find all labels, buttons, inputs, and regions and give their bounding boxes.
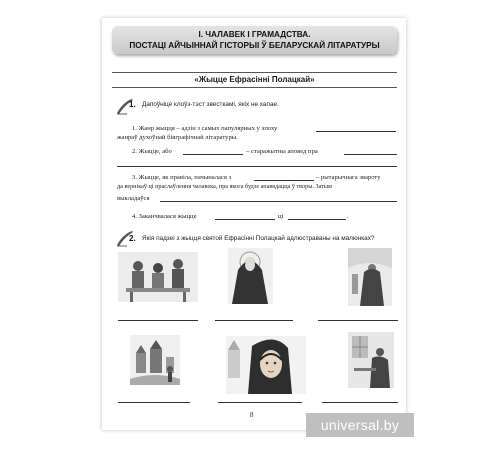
veiled-woman-icon: [226, 336, 306, 394]
blank-1[interactable]: [316, 131, 396, 132]
task2-number: 2.: [129, 234, 136, 243]
item1-line-a: 1. Жанр жыцця – адзін з самых папулярных у эпоху: [132, 125, 278, 132]
section-header-line2: ПОСТАЦІ АЙЧЫННАЙ ГІСТОРЫІ Ў БЕЛАРУСКАЙ ЛІТАРАТУРЫ: [129, 41, 380, 50]
item4-line-b: ці: [278, 213, 284, 220]
task1-number: 1.: [129, 100, 136, 109]
answer-line-5[interactable]: [218, 402, 302, 403]
answer-line-2[interactable]: [215, 320, 293, 321]
reading-scene-icon: [118, 252, 198, 302]
page-number: 8: [250, 411, 254, 419]
section-header: [112, 26, 397, 54]
item3-line-a: 3. Жыцце, як правіла, пачыналася з: [132, 174, 232, 181]
praying-nun-icon: [348, 248, 392, 306]
task1-instruction: Дапоўніце клоўз-тэст звесткамі, якіх не хапае.: [142, 101, 279, 108]
writing-monk-icon: [348, 332, 394, 388]
story-title: «Жыцце Ефрасінні Полацкай»: [112, 72, 397, 88]
item3-line-c: да вернікаў ці праслаўлення чалавека, пра якога будзе апавядацца ў творы. Затым: [117, 183, 332, 190]
answer-line-1[interactable]: [118, 320, 198, 321]
answer-line-4[interactable]: [118, 402, 190, 403]
blank-6[interactable]: [160, 201, 397, 202]
item4-line-a: 4. Заканчвалася жыцце: [132, 213, 197, 220]
task2-instruction: Якія падзеі з жыцця святой Ефрасінні Полацкай адлюстраваны на малюнках?: [142, 235, 375, 242]
section-header-line1: I. ЧАЛАВЕК І ГРАМАДСТВА.: [198, 30, 311, 39]
blank-5[interactable]: [254, 180, 314, 181]
item3-line-d: выкладаўся: [117, 195, 150, 202]
answer-line-6[interactable]: [322, 402, 398, 403]
item4-line-c: .: [347, 213, 349, 220]
item2-line-a: 2. Жыцце, або: [132, 148, 172, 155]
answer-line-3[interactable]: [318, 320, 398, 321]
blank-8[interactable]: [288, 219, 346, 220]
blank-4[interactable]: [117, 166, 397, 167]
blank-3[interactable]: [344, 154, 397, 155]
item3-line-b: – рытарычнага звароту: [316, 174, 381, 181]
watermark: universal.by: [306, 413, 414, 437]
blank-7[interactable]: [215, 219, 275, 220]
item2-line-b: – старажытны аповед пра: [246, 148, 318, 155]
blank-2[interactable]: [183, 154, 243, 155]
nun-portrait-icon: [228, 248, 273, 304]
item1-line-b: жанраў духоўнай біяграфічнай літаратуры.: [117, 134, 238, 141]
city-view-icon: [130, 335, 180, 385]
